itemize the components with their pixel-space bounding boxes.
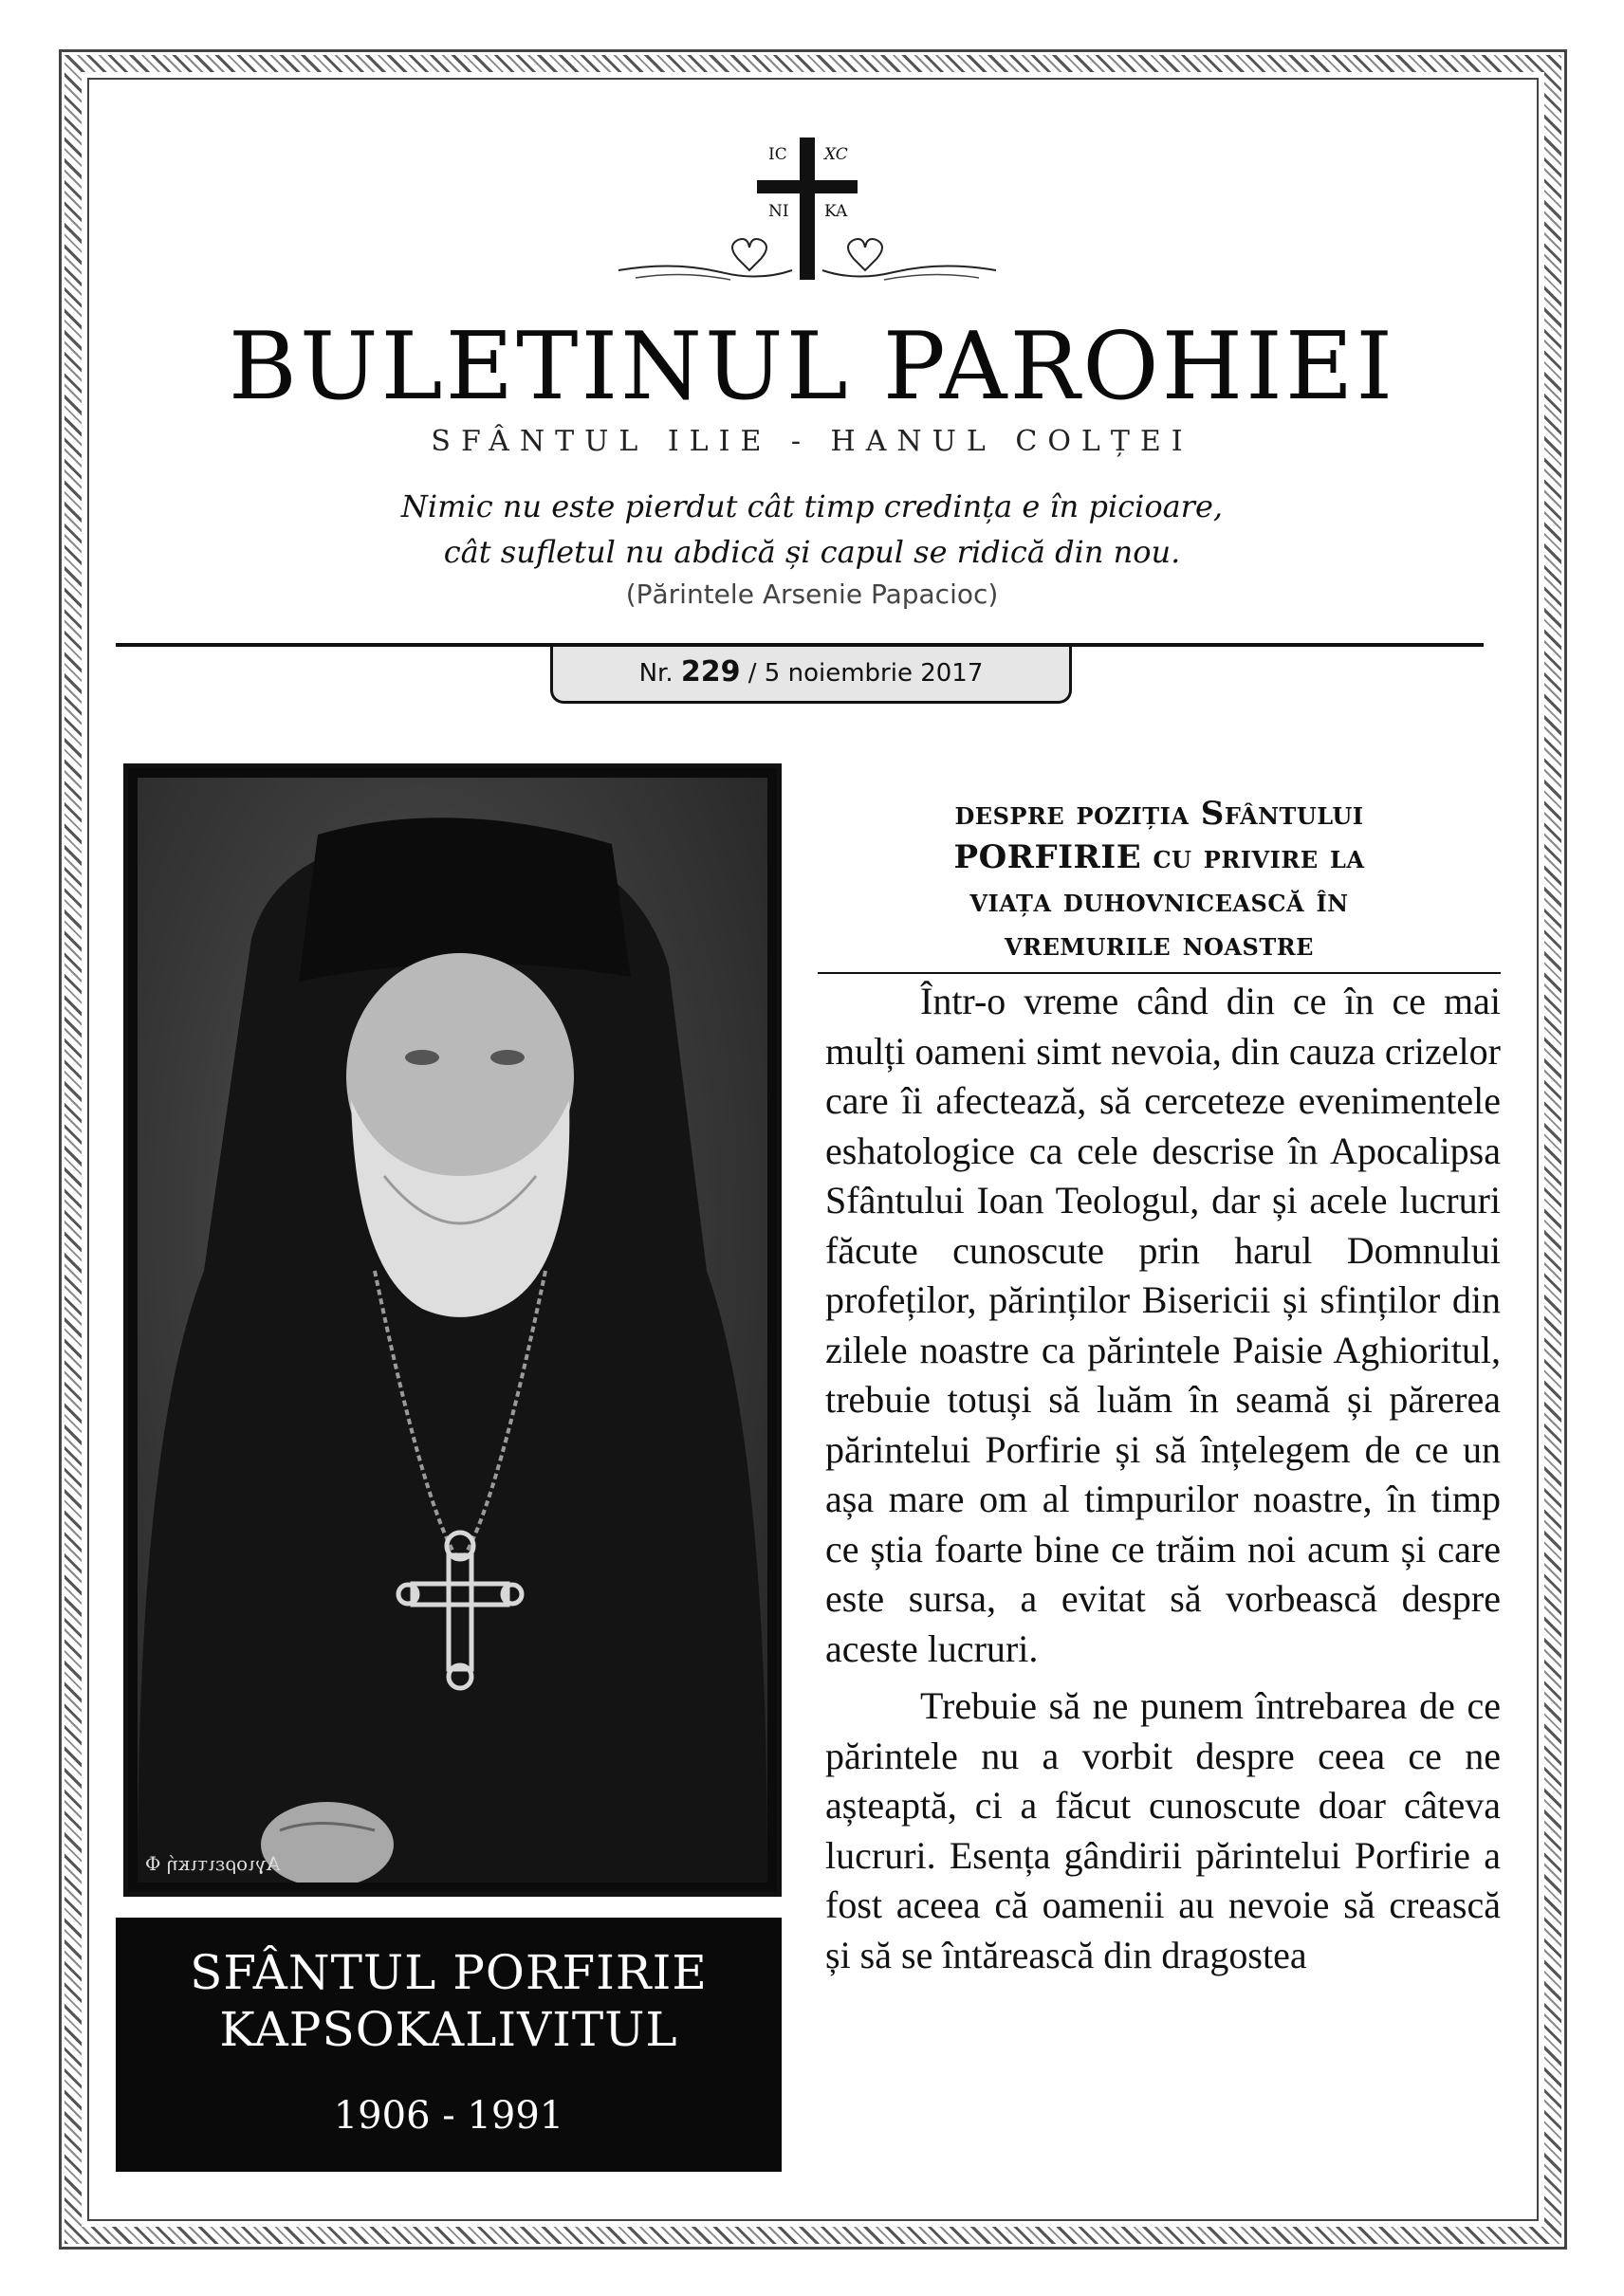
- right-swirl-ornament-icon: [818, 232, 998, 289]
- article-title-line-1: despre poziția Sfântului: [954, 795, 1364, 833]
- article-title-line-4: vremurile noastre: [1005, 926, 1314, 964]
- article-title-divider: [818, 972, 1501, 974]
- parish-name: SFÂNTUL ILIE - HANUL COLȚEI: [431, 425, 1193, 458]
- issue-prefix: Nr.: [638, 659, 674, 688]
- cross-bar: [757, 180, 858, 193]
- monogram-xc: XC: [824, 145, 848, 164]
- cross-emblem: [617, 128, 996, 299]
- saint-name-line-1: SFÂNTUL PORFIRIE: [190, 1945, 708, 2000]
- bulletin-title: BULETINUL PAROHIEI: [228, 313, 1396, 421]
- saint-portrait-image: [138, 778, 767, 1883]
- left-swirl-ornament-icon: [617, 232, 797, 289]
- saint-name: [116, 1944, 782, 2058]
- saint-years: 1906 - 1991: [333, 2094, 564, 2138]
- saint-caption: [116, 1918, 782, 2172]
- saint-name-line-2: KAPSOKALIVITUL: [219, 2002, 678, 2057]
- article-paragraph-1: Într-o vreme când din ce în ce mai mulți oameni simt nevoia, din cauza crizelor care îi afectează, să cerceteze evenimentele eshatologice ca cele descrise în Apocalipsa Sfântului Ioan Teologul, dar și acele lucruri făcute cunoscute prin harul Domnului profeților, părinților Bisericii și sfinților din zilele noastre ca părintele Paisie Aghioritul, trebuie totuși să luăm în seamă și părerea părintelui Porfirie și să înțelegem de ce un așa mare om al timpurilor noastre, în timp ce știa foarte bine ce trăim noi acum și care este sursa, a evitat să vorbească despre aceste lucruri.: [825, 980, 1501, 1670]
- photo-credit: Αγιορειτική Φ: [145, 1852, 281, 1875]
- cross-icon: [800, 138, 815, 280]
- quote-line-1: Nimic nu este pierdut cât timp credința e în picioare,: [400, 488, 1224, 524]
- article-paragraph-2: Trebuie să ne punem întrebarea de ce părintele nu a vorbit despre ceea ce ne așteaptă, ci a făcut cunoscute doar câteva lucruri. Esența gândirii părintelui Porfirie a fost aceea că oamenii au nevoie să crească și să se întărească din dragostea: [825, 1684, 1501, 1976]
- issue-number: 229: [680, 655, 741, 689]
- article-body: [825, 977, 1501, 1988]
- monogram-ni: NI: [768, 202, 789, 221]
- monogram-ic: IC: [768, 145, 787, 164]
- portrait-illustration: [138, 778, 767, 1883]
- article-title-line-2: PORFIRIE cu privire la: [953, 838, 1365, 876]
- quote-line-2: cât sufletul nu abdică și capul se ridică din nou.: [443, 534, 1181, 570]
- quote-author: (Părintele Arsenie Papacioc): [625, 579, 999, 610]
- monogram-ka: KA: [824, 202, 848, 221]
- article-title: [818, 792, 1501, 966]
- motto-quote: [0, 484, 1624, 575]
- article-title-line-3: viața duhovnicească în: [969, 882, 1349, 920]
- saint-photo-frame: [123, 763, 782, 1897]
- issue-date: / 5 noiembrie 2017: [747, 659, 984, 688]
- issue-badge: [550, 647, 1072, 704]
